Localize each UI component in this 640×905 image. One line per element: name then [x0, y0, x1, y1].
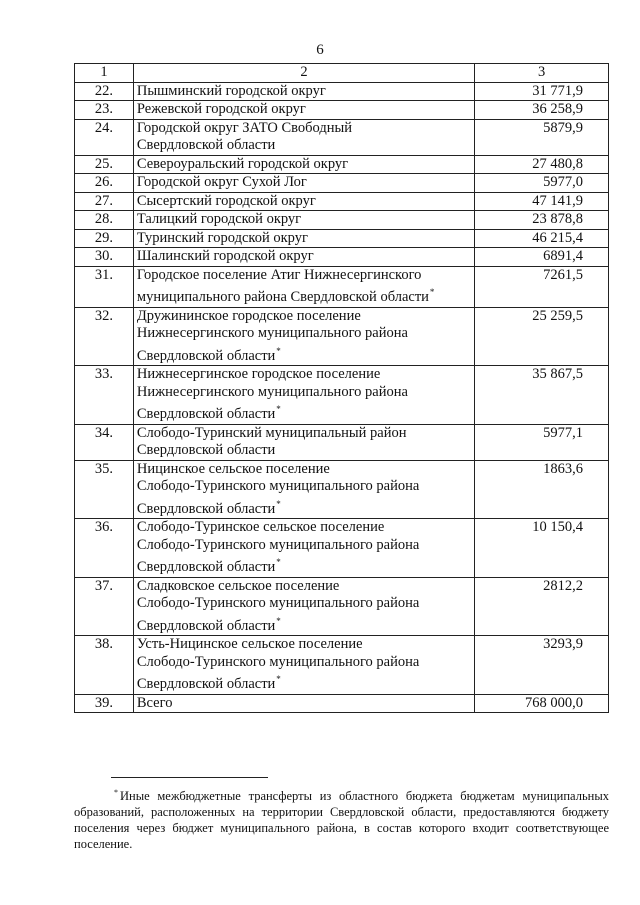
row-number: 39. [75, 694, 134, 713]
table-header-row [75, 64, 609, 83]
column-header: 2 [133, 64, 474, 83]
municipality-name-line: Городское поселение Атиг Нижнесергинского [136, 266, 422, 283]
footnote-marker: * [429, 287, 435, 297]
municipality-name-line: Свердловской области [136, 500, 276, 517]
municipality-name-line: Свердловской области [136, 137, 276, 153]
municipality-name-line: Шалинский городской округ [136, 248, 314, 264]
municipality-name [133, 174, 474, 193]
table-row [75, 82, 609, 101]
amount-value: 47 141,9 [475, 192, 609, 211]
municipality-name [133, 460, 474, 519]
amount-value: 36 258,9 [475, 101, 609, 120]
municipality-name [133, 82, 474, 101]
row-number: 32. [75, 307, 134, 366]
amount-value: 5977,0 [475, 174, 609, 193]
page-number: 6 [316, 42, 324, 58]
table-row [75, 577, 609, 636]
municipality-name [133, 424, 474, 460]
table-row [75, 192, 609, 211]
footnote-marker: * [276, 404, 281, 414]
municipality-name-line: Североуральский городской округ [136, 155, 349, 172]
table-row [75, 424, 609, 460]
municipality-name-line: Городской округ Сухой Лог [136, 174, 307, 190]
amount-value: 23 878,8 [475, 211, 609, 230]
row-number: 36. [75, 519, 134, 578]
table-row [75, 211, 609, 230]
municipality-name-line: Слободо-Туринского муниципального района [136, 478, 420, 494]
table-row [75, 366, 609, 425]
municipality-name-line: Ницинское сельское поселение [136, 460, 330, 477]
municipality-name-line: Городской округ ЗАТО Свободный [136, 119, 353, 136]
amount-value: 1863,6 [475, 460, 609, 519]
table-row [75, 229, 609, 248]
municipality-name [133, 307, 474, 366]
municipality-name-line: Режевской городской округ [136, 101, 306, 117]
row-number: 23. [75, 101, 134, 120]
row-number: 26. [75, 174, 134, 193]
municipality-name [133, 119, 474, 155]
municipality-name-line: Нижнесергинского муниципального района [136, 383, 408, 400]
table-row [75, 694, 609, 713]
municipality-name [133, 636, 474, 695]
amount-value: 10 150,4 [475, 519, 609, 578]
municipality-name-line: Слободо-Туринский муниципальный район [136, 424, 407, 441]
footnote-marker: * [114, 788, 118, 797]
amount-value: 768 000,0 [475, 694, 609, 713]
column-header: 3 [475, 64, 609, 83]
footnote-marker: * [276, 674, 281, 684]
municipality-name-line: Усть-Ницинское сельское поселение [136, 636, 363, 652]
row-number: 31. [75, 266, 134, 307]
table-row [75, 101, 609, 120]
table-row [75, 266, 609, 307]
transfers-table [74, 63, 609, 713]
table-row [75, 519, 609, 578]
municipality-name-line: Сысертский городской округ [136, 192, 316, 209]
column-header: 1 [75, 64, 134, 83]
row-number: 34. [75, 424, 134, 460]
amount-value: 46 215,4 [475, 229, 609, 248]
municipality-name [133, 266, 474, 307]
municipality-name-line: Всего [136, 694, 173, 711]
municipality-name [133, 577, 474, 636]
amount-value: 27 480,8 [475, 155, 609, 174]
municipality-name [133, 101, 474, 120]
row-number: 30. [75, 248, 134, 267]
row-number: 24. [75, 119, 134, 155]
municipality-name [133, 192, 474, 211]
municipality-name-line: Нижнесергинского муниципального района [136, 325, 408, 341]
amount-value: 5977,1 [475, 424, 609, 460]
footnote [74, 785, 609, 852]
row-number: 25. [75, 155, 134, 174]
amount-value: 25 259,5 [475, 307, 609, 366]
row-number: 27. [75, 192, 134, 211]
municipality-name-line: Нижнесергинское городское поселение [136, 366, 381, 382]
row-number: 33. [75, 366, 134, 425]
municipality-name [133, 694, 474, 713]
municipality-name [133, 155, 474, 174]
municipality-name [133, 229, 474, 248]
table-row [75, 119, 609, 155]
row-number: 29. [75, 229, 134, 248]
municipality-name-line: Туринский городской округ [136, 229, 308, 246]
footnote-marker: * [276, 557, 281, 567]
municipality-name-line: Талицкий городской округ [136, 211, 302, 227]
municipality-name-line: Слободо-Туринского муниципального района [136, 595, 420, 611]
municipality-name-line: Сладковское сельское поселение [136, 577, 340, 594]
row-number: 35. [75, 460, 134, 519]
footnote-separator [111, 777, 268, 778]
row-number: 22. [75, 82, 134, 101]
amount-value: 3293,9 [475, 636, 609, 695]
municipality-name-line: Свердловской области [136, 559, 276, 575]
municipality-name [133, 248, 474, 267]
amount-value: 7261,5 [475, 266, 609, 307]
amount-value: 5879,9 [475, 119, 609, 155]
table-row [75, 248, 609, 267]
amount-value: 31 771,9 [475, 82, 609, 101]
municipality-name-line: Слободо-Туринского муниципального района [136, 653, 420, 670]
table-row [75, 155, 609, 174]
footnote-marker: * [276, 345, 281, 356]
table-row [75, 636, 609, 695]
table-row [75, 174, 609, 193]
footnote-text: Иные межбюджетные трансферты из областного бюджета бюджетам муниципальных образований, расположенных на территории Свердловской области, предоставляются бюджету поселения через бюджет муниципального района, в состав которого входит соответствующее поселение. [74, 789, 609, 851]
municipality-name-line: Свердловской области [136, 442, 276, 458]
footnote-marker: * [276, 498, 281, 509]
municipality-name-line: муниципального района Свердловской области [136, 289, 429, 305]
row-number: 37. [75, 577, 134, 636]
municipality-name-line: Свердловской области [136, 406, 276, 422]
municipality-name-line: Свердловской области [136, 676, 276, 692]
amount-value: 2812,2 [475, 577, 609, 636]
amount-value: 6891,4 [475, 248, 609, 267]
municipality-name [133, 519, 474, 578]
amount-value: 35 867,5 [475, 366, 609, 425]
municipality-name-line: Дружининское городское поселение [136, 307, 361, 324]
municipality-name [133, 366, 474, 425]
municipality-name [133, 211, 474, 230]
municipality-name-line: Слободо-Туринское сельское поселение [136, 519, 385, 535]
municipality-name-line: Слободо-Туринского муниципального района [136, 536, 420, 553]
municipality-name-line: Свердловской области [136, 347, 276, 364]
municipality-name-line: Пышминский городской округ [136, 82, 326, 99]
municipality-name-line: Свердловской области [136, 617, 276, 634]
row-number: 28. [75, 211, 134, 230]
row-number: 38. [75, 636, 134, 695]
footnote-marker: * [276, 615, 281, 626]
table-row [75, 460, 609, 519]
table-row [75, 307, 609, 366]
